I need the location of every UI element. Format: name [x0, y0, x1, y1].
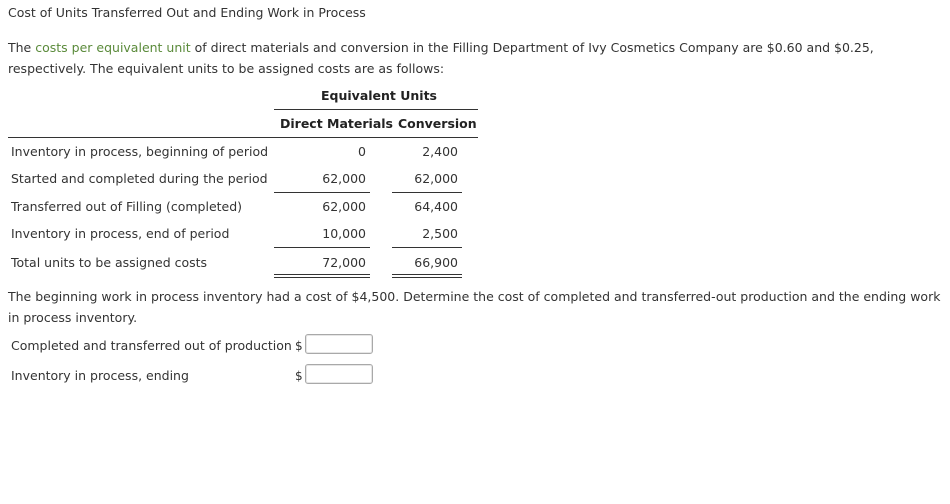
cv-double-rule — [392, 274, 462, 278]
dm-subtotal-rule — [274, 192, 370, 193]
answer-label-ending: Inventory in process, ending — [11, 368, 189, 383]
completed-transferred-out-input[interactable] — [305, 334, 373, 354]
dm-started-completed: 62,000 — [322, 171, 366, 186]
cv-total: 66,900 — [414, 255, 458, 270]
header-bottom-rule — [8, 137, 478, 138]
equivalent-units-header: Equivalent Units — [321, 88, 437, 103]
intro-paragraph — [8, 37, 950, 79]
cv-beginning: 2,400 — [422, 144, 458, 159]
row-label-total: Total units to be assigned costs — [11, 255, 208, 270]
question-paragraph: The beginning work in process inventory had a cost of $4,500. Determine the cost of completed and transferred-out production and the ending work in process inventory. — [8, 289, 941, 325]
page-title: Cost of Units Transferred Out and Ending Work in Process — [8, 5, 366, 20]
cv-started-completed: 62,000 — [414, 171, 458, 186]
costs-per-equivalent-unit-link[interactable]: costs per equivalent unit — [35, 40, 191, 55]
dm-double-rule — [274, 274, 370, 278]
direct-materials-header: Direct Materials — [280, 116, 393, 131]
dm-ending: 10,000 — [322, 226, 366, 241]
row-label-beginning: Inventory in process, beginning of period — [11, 144, 269, 159]
intro-text-start: The — [8, 40, 36, 55]
dm-transferred-out: 62,000 — [322, 199, 366, 214]
group-header-rule — [274, 109, 478, 110]
inventory-ending-input[interactable] — [305, 364, 373, 384]
cv-transferred-out: 64,400 — [414, 199, 458, 214]
intro-text-end: of direct materials and conversion in the Filling Department of Ivy Cosmetics Company are $0.60 and $0.25, respectively. The equivalent units to be assigned costs are as follows: — [8, 40, 874, 76]
row-label-ending: Inventory in process, end of period — [11, 226, 230, 241]
currency-symbol-ending: $ — [295, 369, 303, 383]
dm-beginning: 0 — [358, 144, 366, 159]
cv-total-rule — [392, 247, 462, 248]
dm-total-rule — [274, 247, 370, 248]
currency-symbol-completed: $ — [295, 339, 303, 353]
row-label-started-completed: Started and completed during the period — [11, 171, 268, 186]
dm-total: 72,000 — [322, 255, 366, 270]
conversion-header: Conversion — [398, 116, 477, 131]
answer-label-completed: Completed and transferred out of production — [11, 338, 292, 353]
cv-subtotal-rule — [392, 192, 462, 193]
row-label-transferred-out: Transferred out of Filling (completed) — [11, 199, 243, 214]
cv-ending: 2,500 — [422, 226, 458, 241]
